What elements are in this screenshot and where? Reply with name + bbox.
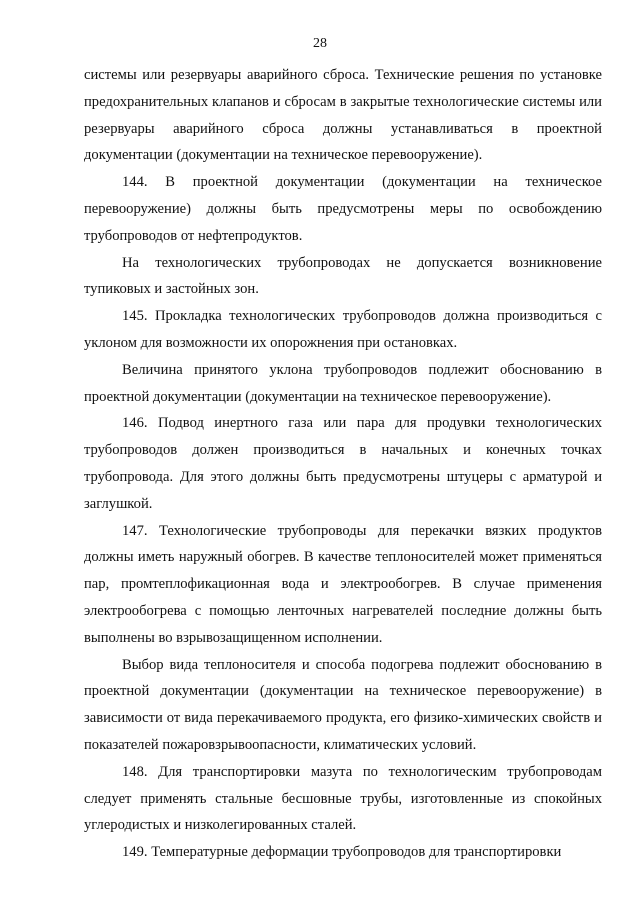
paragraph-continuation: системы или резервуары аварийного сброса. Технические решения по установке предохранительных клапанов и сбросам в закрытые технологические системы или резервуары аварийного сброса должны устанавливаться в проектной документации (документации на техническое перевооружение). bbox=[84, 67, 602, 164]
document-body bbox=[84, 62, 602, 866]
paragraph-148: 148. Для транспортировки мазута по технологическим трубопроводам следует применять стальные бесшовные трубы, изготовленные из спокойных углеродистых и низколегированных сталей. bbox=[84, 763, 602, 834]
paragraph-147: 147. Технологические трубопроводы для перекачки вязких продуктов должны иметь наружный обогрев. В качестве теплоносителей может применяться пар, промтеплофикационная вода и электрообогрев. В случае применения электрообогрева с помощью ленточных нагревателей последние должны быть выполнены во взрывозащищенном исполнении. bbox=[84, 522, 602, 646]
paragraph-145-note: Величина принятого уклона трубопроводов подлежит обоснованию в проектной документации (документации на техническое перевооружение). bbox=[84, 361, 602, 405]
paragraph-144-note: На технологических трубопроводах не допускается возникновение тупиковых и застойных зон. bbox=[84, 254, 602, 298]
paragraph-145: 145. Прокладка технологических трубопроводов должна производиться с уклоном для возможности их опорожнения при остановках. bbox=[84, 308, 602, 351]
paragraph-146: 146. Подвод инертного газа или пара для продувки технологических трубопроводов должен производиться в начальных и конечных точках трубопровода. Для этого должны быть предусмотрены штуцеры с арматурой и заглушкой. bbox=[84, 415, 602, 512]
paragraph-147-note: Выбор вида теплоносителя и способа подогрева подлежит обоснованию в проектной документации (документации на техническое перевооружение) в зависимости от вида перекачиваемого продукта, его физико-химических свойств и показателей пожаровзрывоопасности, климатических условий. bbox=[84, 656, 602, 753]
page-number: 28 bbox=[313, 36, 327, 51]
paragraph-149: 149. Температурные деформации трубопроводов для транспортировки bbox=[122, 844, 562, 861]
paragraph-144: 144. В проектной документации (документации на техническое перевооружение) должны быть предусмотрены меры по освобождению трубопроводов от нефтепродуктов. bbox=[84, 174, 602, 244]
